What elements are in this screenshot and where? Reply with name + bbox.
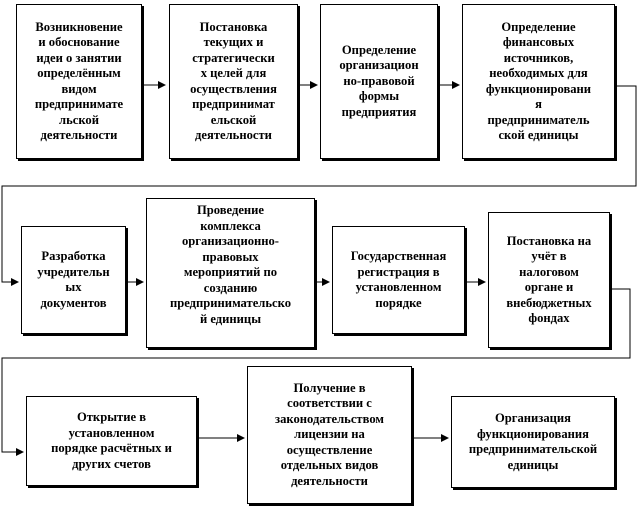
step-text-6: Проведение комплекса организационно- правовых мероприятий по созданию предпринимательско й единицы <box>169 203 292 326</box>
step-text-1: Возникновение и обоснование идеи о занятии определённым видом предпринимате льской деятельности <box>34 19 124 142</box>
step-box-7 <box>332 226 465 334</box>
step-text-7: Государственная регистрация в установленном порядке <box>350 249 447 310</box>
step-text-10: Получение в соответствии с законодательством лицензии на осуществление отдельных видов деятельности <box>275 380 384 488</box>
step-box-2 <box>169 4 298 159</box>
step-box-4 <box>462 4 615 159</box>
step-box-11 <box>451 396 615 488</box>
step-box-3 <box>320 4 438 159</box>
step-text-3: Определение организацион но-правовой формы предприятия <box>339 42 419 119</box>
step-text-8: Постановка на учёт в налоговом органе и внебюджетных фондах <box>506 233 592 325</box>
step-box-8 <box>488 212 610 348</box>
step-box-5 <box>21 226 126 334</box>
step-text-4: Определение финансовых источников, необходимых для функционировани я предприниматель ской единицы <box>485 19 592 142</box>
step-text-11: Организация функционирования предпринимательской единицы <box>468 411 598 472</box>
step-text-2: Постановка текущих и стратегически х целей для осуществления предпринимат ельской деятельности <box>190 19 277 142</box>
step-box-6 <box>146 198 315 348</box>
step-box-1 <box>16 4 142 159</box>
step-box-9 <box>26 396 197 486</box>
step-text-9: Открытие в установленном порядке расчётных и других счетов <box>51 410 172 471</box>
step-text-5: Разработка учредительн ых документов <box>37 249 110 310</box>
step-box-10 <box>247 366 412 504</box>
